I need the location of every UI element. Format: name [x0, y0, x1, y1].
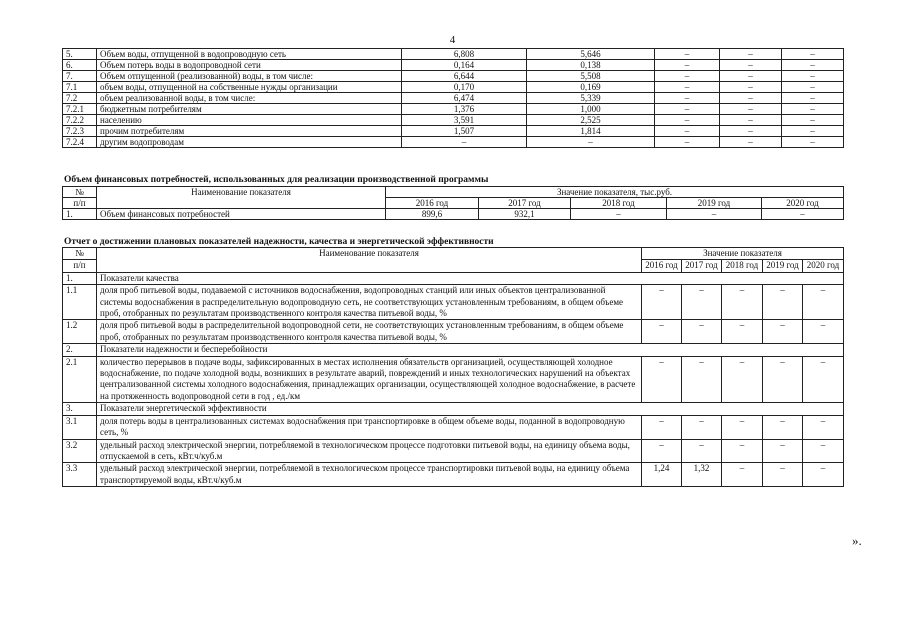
row-value: –: [682, 415, 722, 439]
row-value: –: [642, 415, 682, 439]
row-value: –: [655, 49, 720, 60]
indicators-table: [62, 247, 844, 487]
row-value: –: [803, 285, 844, 320]
row-value: –: [642, 320, 682, 344]
row-value: –: [720, 93, 782, 104]
row-number: 7.2.2: [63, 115, 97, 126]
row-number: 5.: [63, 49, 97, 60]
table-row: [63, 115, 844, 126]
row-value: –: [655, 137, 720, 148]
group-name: Показатели энергетической эффективности: [97, 403, 844, 415]
row-value: –: [782, 93, 844, 104]
group-row: [63, 272, 844, 284]
row-value: –: [527, 137, 655, 148]
row-value: 1,507: [402, 126, 527, 137]
group-row: [63, 344, 844, 356]
row-name: доля потерь воды в централизованных системах водоснабжения при транспортировке в общем объеме воды, поданной в водопроводную сеть, %: [97, 415, 642, 439]
col-num-label: №: [63, 248, 97, 260]
row-number: 1.1: [63, 285, 97, 320]
row-number: 7.2.4: [63, 137, 97, 148]
row-name: удельный расход электрической энергии, потребляемой в технологическом процессе подготовки питьевой воды, на единицу объема воды, отпускаемой в сеть, кВт.ч/куб.м: [97, 439, 642, 463]
row-value: –: [720, 71, 782, 82]
row-value: –: [763, 285, 803, 320]
year-header: 2016 год: [386, 198, 479, 209]
row-value: –: [722, 285, 763, 320]
group-number: 3.: [63, 403, 97, 415]
row-value: 6,644: [402, 71, 527, 82]
row-number: 7.: [63, 71, 97, 82]
row-value: –: [682, 356, 722, 403]
row-value: 6,808: [402, 49, 527, 60]
row-value: –: [722, 463, 763, 487]
row-value: –: [782, 126, 844, 137]
row-value: –: [642, 439, 682, 463]
row-value: –: [655, 71, 720, 82]
row-value: 899,6: [386, 209, 479, 220]
group-name: Показатели качества: [97, 272, 844, 284]
col-name-label: Наименование показателя: [97, 187, 386, 209]
row-name: бюджетным потребителям: [97, 104, 402, 115]
row-name: Объем финансовых потребностей: [97, 209, 386, 220]
row-value: 1,376: [402, 104, 527, 115]
group-name: Показатели надежности и бесперебойности: [97, 344, 844, 356]
row-name: населению: [97, 115, 402, 126]
col-num-label: №: [63, 187, 97, 198]
row-value: 6,474: [402, 93, 527, 104]
row-value: 5,646: [527, 49, 655, 60]
row-value: –: [782, 137, 844, 148]
table-row: [63, 93, 844, 104]
row-value: –: [642, 285, 682, 320]
row-value: –: [571, 209, 667, 220]
year-header: 2016 год: [642, 260, 682, 272]
row-value: 932,1: [479, 209, 571, 220]
row-number: 7.1: [63, 82, 97, 93]
row-value: 1,000: [527, 104, 655, 115]
finance-section-title: Объем финансовых потребностей, использованных для реализации производственной программы: [64, 175, 489, 185]
row-name: количество перерывов в подаче воды, зафиксированных в местах исполнения обязательств организацией, осуществляющей холодное водоснабжение, по подаче холодной воды, возникших в результате аварий, повреждений и иных технологических нарушений на объектах централизованной системы холодного водоснабжения, принадлежащих организации, осуществляющей холодное водоснабжение, в расчете на протяженность водопроводной сети в год , ед./км: [97, 356, 642, 403]
row-name: удельный расход электрической энергии, потребляемой в технологическом процессе транспортировки питьевой воды, на единицу объема транспортируемой воды, кВт.ч/куб.м: [97, 463, 642, 487]
row-value: –: [763, 439, 803, 463]
row-value: –: [782, 71, 844, 82]
row-number: 7.2: [63, 93, 97, 104]
row-value: –: [722, 439, 763, 463]
indicators-header-row: [63, 248, 844, 260]
row-number: 1.: [63, 209, 97, 220]
indicators-section-title: Отчет о достижении плановых показателей надежности, качества и энергетической эффективности: [64, 237, 494, 247]
row-number: 7.2.3: [63, 126, 97, 137]
closing-quote-mark: ».: [852, 533, 862, 548]
table-row: [63, 60, 844, 71]
table-row: [63, 104, 844, 115]
row-number: 2.1: [63, 356, 97, 403]
row-value: –: [720, 126, 782, 137]
year-header: 2019 год: [763, 260, 803, 272]
row-number: 3.2: [63, 439, 97, 463]
year-header: 2019 год: [667, 198, 762, 209]
row-value: –: [682, 439, 722, 463]
group-row: [63, 403, 844, 415]
row-number: 6.: [63, 60, 97, 71]
row-value: –: [763, 320, 803, 344]
year-header: 2017 год: [682, 260, 722, 272]
row-value: –: [803, 463, 844, 487]
year-header: 2018 год: [571, 198, 667, 209]
row-name: Объем потерь воды в водопроводной сети: [97, 60, 402, 71]
row-value: –: [763, 463, 803, 487]
table-row: [63, 126, 844, 137]
row-value: 1,32: [682, 463, 722, 487]
row-value: –: [763, 415, 803, 439]
row-value: –: [762, 209, 844, 220]
row-value: –: [763, 356, 803, 403]
row-value: 0,169: [527, 82, 655, 93]
row-value: –: [720, 104, 782, 115]
row-name: Объем воды, отпущенной в водопроводную сеть: [97, 49, 402, 60]
year-header: 2017 год: [479, 198, 571, 209]
row-value: –: [720, 60, 782, 71]
row-value: –: [782, 82, 844, 93]
table-row: [63, 463, 844, 487]
year-header: 2020 год: [762, 198, 844, 209]
row-value: –: [803, 415, 844, 439]
row-name: объем реализованной воды, в том числе:: [97, 93, 402, 104]
row-name: объем воды, отпущенной на собственные нужды организации: [97, 82, 402, 93]
row-value: –: [782, 60, 844, 71]
row-value: –: [720, 137, 782, 148]
row-value: –: [803, 356, 844, 403]
table-row: [63, 285, 844, 320]
table-row: [63, 71, 844, 82]
row-value: –: [402, 137, 527, 148]
row-value: –: [722, 320, 763, 344]
row-value: 0,170: [402, 82, 527, 93]
table-row: [63, 356, 844, 403]
row-value: 0,138: [527, 60, 655, 71]
finance-header-row: [63, 187, 844, 198]
row-value: 1,24: [642, 463, 682, 487]
row-name: доля проб питьевой воды, подаваемой с источников водоснабжения, водопроводных станций или иных объектов централизованной системы водоснабжения в распределительную водопроводную сеть, не соответствующих установленным требованиям, в общем объеме проб, отобранных по результатам производственного контроля качества питьевой воды, %: [97, 285, 642, 320]
row-value: 5,508: [527, 71, 655, 82]
row-value: –: [655, 115, 720, 126]
row-name: Объем отпущенной (реализованной) воды, в том числе:: [97, 71, 402, 82]
table-row: [63, 49, 844, 60]
row-value: –: [722, 415, 763, 439]
row-number: 3.3: [63, 463, 97, 487]
row-value: –: [782, 49, 844, 60]
row-value: –: [803, 320, 844, 344]
col-value-label: Значение показателя: [642, 248, 844, 260]
row-value: –: [682, 285, 722, 320]
row-value: –: [782, 104, 844, 115]
water-volume-table: [62, 48, 844, 148]
row-name: прочим потребителям: [97, 126, 402, 137]
row-value: –: [782, 115, 844, 126]
row-value: –: [655, 60, 720, 71]
table-row: [63, 415, 844, 439]
row-name: другим водопроводам: [97, 137, 402, 148]
row-value: 2,525: [527, 115, 655, 126]
row-value: –: [720, 82, 782, 93]
row-value: –: [655, 126, 720, 137]
col-num-sublabel: п/п: [63, 260, 97, 272]
row-value: –: [655, 93, 720, 104]
row-value: –: [722, 356, 763, 403]
row-value: –: [720, 49, 782, 60]
year-header: 2020 год: [803, 260, 844, 272]
col-num-sublabel: п/п: [63, 198, 97, 209]
row-value: –: [720, 115, 782, 126]
row-value: 0,164: [402, 60, 527, 71]
row-value: 5,339: [527, 93, 655, 104]
row-value: 1,814: [527, 126, 655, 137]
row-value: –: [667, 209, 762, 220]
table-row: [63, 439, 844, 463]
row-number: 1.2: [63, 320, 97, 344]
group-number: 2.: [63, 344, 97, 356]
table-row: [63, 82, 844, 93]
year-header: 2018 год: [722, 260, 763, 272]
finance-table: [62, 186, 844, 220]
row-value: –: [642, 356, 682, 403]
col-value-label: Значение показателя, тыс.руб.: [386, 187, 844, 198]
finance-row: [63, 209, 844, 220]
group-number: 1.: [63, 272, 97, 284]
table-row: [63, 137, 844, 148]
row-name: доля проб питьевой воды в распределительной водопроводной сети, не соответствующих установленным требованиям, в общем объеме проб, отобранных по результатам производственного контроля качества питьевой воды, %: [97, 320, 642, 344]
row-value: –: [682, 320, 722, 344]
row-value: –: [803, 439, 844, 463]
row-number: 7.2.1: [63, 104, 97, 115]
table-row: [63, 320, 844, 344]
row-value: –: [655, 104, 720, 115]
row-value: 3,591: [402, 115, 527, 126]
col-name-label: Наименование показателя: [97, 248, 642, 273]
row-value: –: [655, 82, 720, 93]
row-number: 3.1: [63, 415, 97, 439]
page-number: 4: [449, 34, 456, 46]
